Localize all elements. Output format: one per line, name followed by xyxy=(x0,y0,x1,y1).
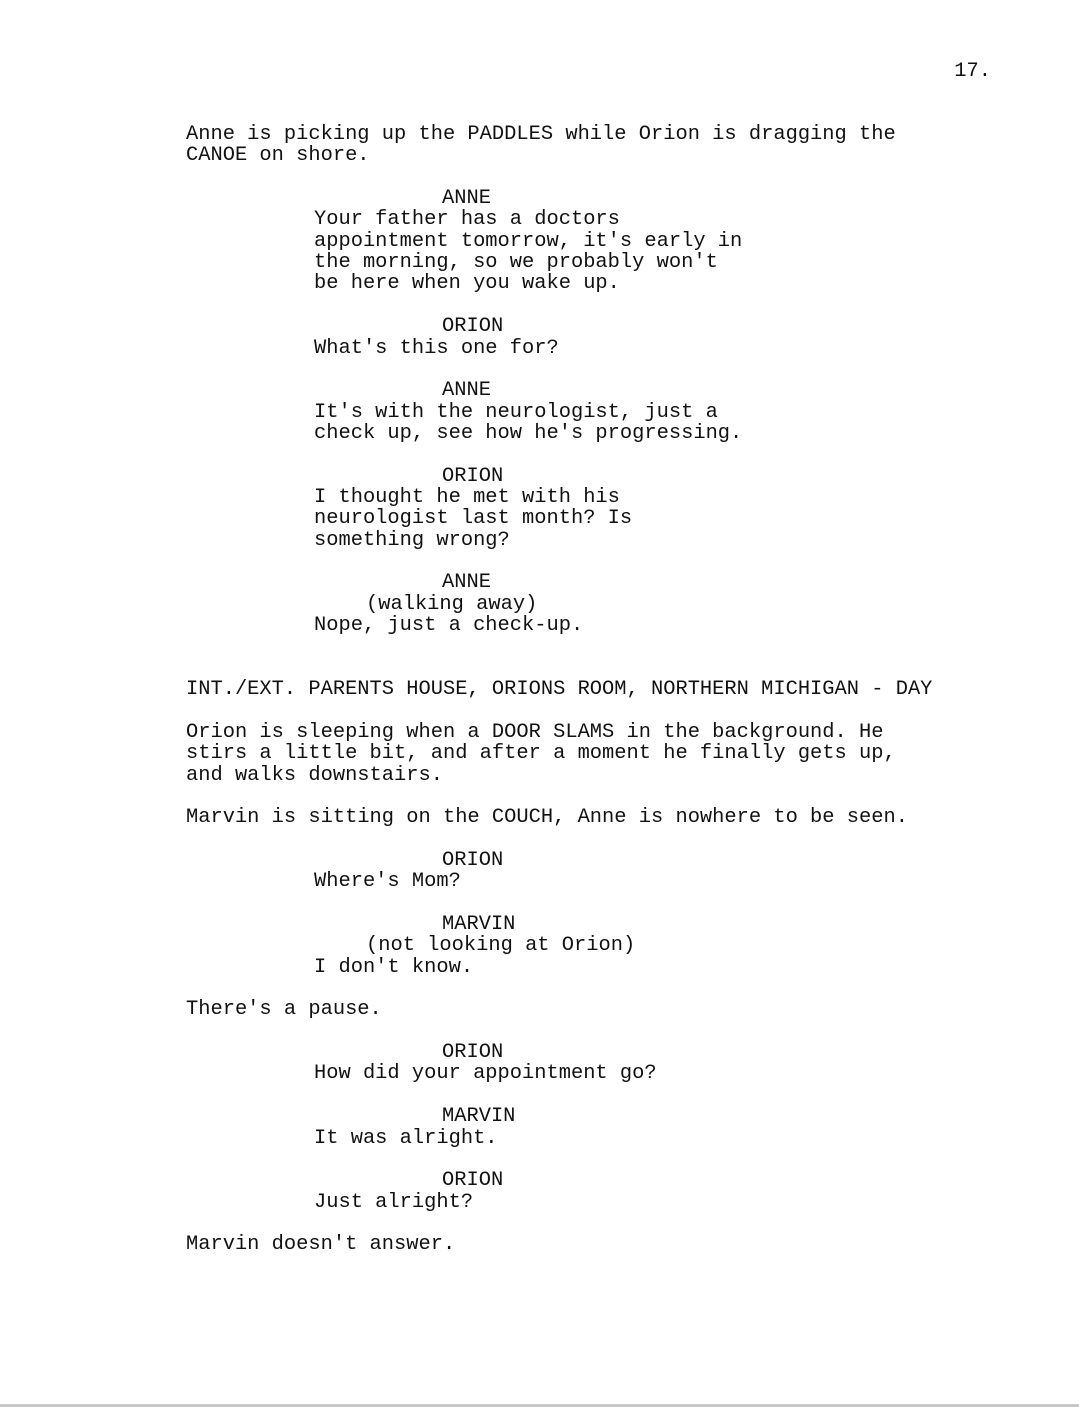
action-line: and walks downstairs. xyxy=(186,763,443,787)
character-name: ANNE xyxy=(442,187,491,210)
scene-heading: INT./EXT. PARENTS HOUSE, ORIONS ROOM, NORTHERN MICHIGAN - DAY xyxy=(186,678,933,702)
dialogue-line: Nope, just a check-up. xyxy=(314,614,584,638)
dialogue-line: Your father has a doctors xyxy=(314,208,620,232)
character-name: ORION xyxy=(442,1169,504,1193)
dialogue-line: Just alright? xyxy=(314,1190,474,1214)
dialogue-line: Where's Mom? xyxy=(314,870,461,894)
character-name: ORION xyxy=(442,315,504,339)
dialogue-line: It was alright. xyxy=(314,1126,498,1150)
dialogue-line: How did your appointment go? xyxy=(314,1062,657,1086)
action-line: Anne is picking up the PADDLES while Orion is dragging the xyxy=(186,123,896,146)
character-name: ANNE xyxy=(442,571,491,595)
dialogue-line: be here when you wake up. xyxy=(314,272,620,296)
action-line: Marvin doesn't answer. xyxy=(186,1233,456,1257)
dialogue-line: It's with the neurologist, just a xyxy=(314,400,718,424)
dialogue-line: the morning, so we probably won't xyxy=(314,251,718,275)
dialogue-line: What's this one for? xyxy=(314,336,559,360)
parenthetical: (not looking at Orion) xyxy=(366,934,636,958)
character-name: ANNE xyxy=(442,379,491,403)
parenthetical: (walking away) xyxy=(366,592,538,616)
action-line: Marvin is sitting on the COUCH, Anne is nowhere to be seen. xyxy=(186,806,908,830)
dialogue-line: I don't know. xyxy=(314,955,474,979)
character-name: MARVIN xyxy=(442,1105,516,1129)
action-line: There's a pause. xyxy=(186,998,382,1022)
character-name: ORION xyxy=(442,464,504,488)
dialogue-line: check up, see how he's progressing. xyxy=(314,421,743,445)
action-line: stirs a little bit, and after a moment he finally gets up, xyxy=(186,742,896,766)
action-line: CANOE on shore. xyxy=(186,144,370,168)
dialogue-line: appointment tomorrow, it's early in xyxy=(314,229,743,253)
character-name: MARVIN xyxy=(442,913,516,936)
page-number: 17. xyxy=(954,60,991,83)
dialogue-line: something wrong? xyxy=(314,528,510,552)
dialogue-line: neurologist last month? Is xyxy=(314,507,633,531)
character-name: ORION xyxy=(442,1041,504,1065)
dialogue-line: I thought he met with his xyxy=(314,486,620,509)
character-name: ORION xyxy=(442,848,504,872)
action-line: Orion is sleeping when a DOOR SLAMS in the background. He xyxy=(186,720,884,744)
